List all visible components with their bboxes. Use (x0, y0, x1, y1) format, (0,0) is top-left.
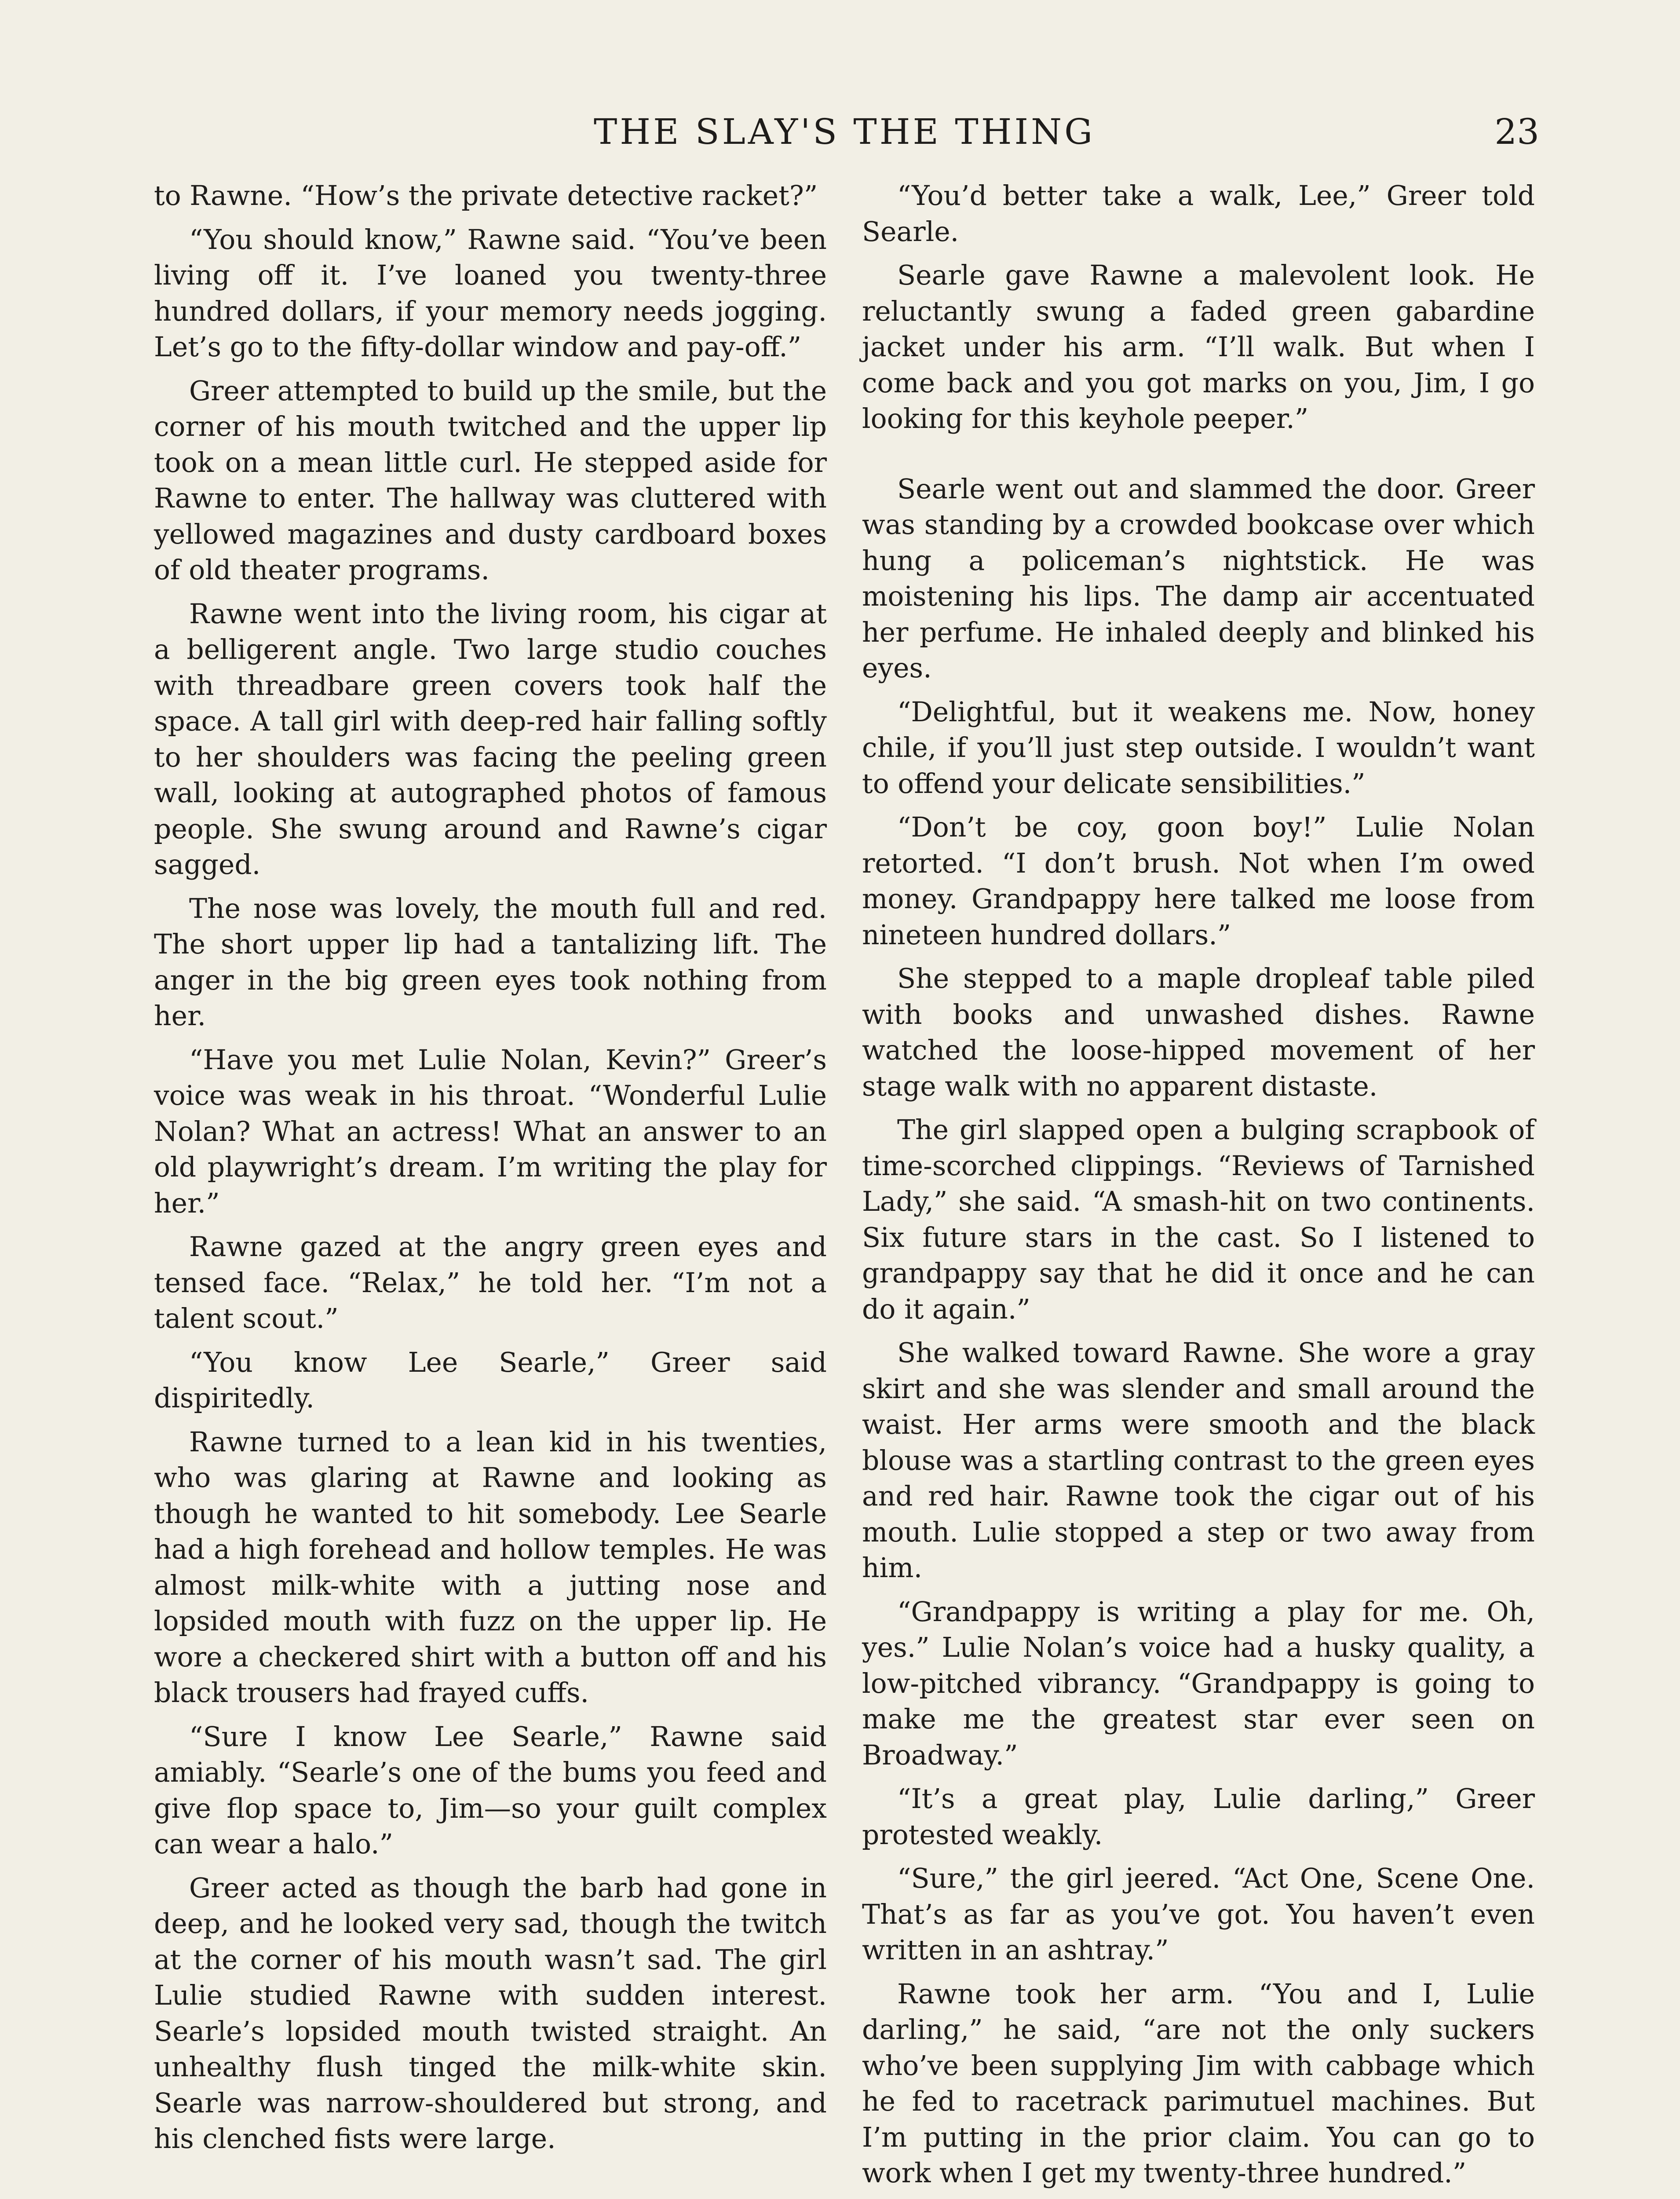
paragraph: Rawne went into the living room, his cigar at a belligerent angle. Two large studio couches with threadbare green covers took half the space. A tall girl with deep-red hair falling softly to her shoulders was facing the peeling green wall, looking at autographed photos of famous people. She swung around and Rawne’s cigar sagged. (154, 598, 827, 880)
paragraph: The girl slapped open a bulging scrapbook of time-scorched clippings. “Reviews of Tarnished Lady,” she said. “A smash-hit on two continents. Six future stars in the cast. So I listened to grandpappy say that he did it once and he can do it again.” (862, 1114, 1535, 1325)
paragraph: “You should know,” Rawne said. “You’ve been living off it. I’ve loaned you twenty-three hundred dollars, if your memory needs jogging. Let’s go to the fifty-dollar window and pay-off.” (154, 223, 827, 363)
paragraph: “It’s a great play, Lulie darling,” Greer protested weakly. (862, 1783, 1535, 1851)
running-header (150, 106, 1539, 158)
right-column (862, 178, 1535, 2199)
paragraph: The nose was lovely, the mouth full and red. The short upper lip had a tantalizing lift. The anger in the big green eyes took nothing from her. (154, 892, 827, 1032)
paragraph: “Sure I know Lee Searle,” Rawne said amiably. “Searle’s one of the bums you feed and give flop space to, Jim—so your guilt complex can wear a halo.” (154, 1720, 827, 1860)
paragraph: Rawne turned to a lean kid in his twenties, who was glaring at Rawne and looking as though he wanted to hit somebody. Lee Searle had a high forehead and hollow temples. He was almost milk-white with a jutting nose and lopsided mouth with fuzz on the upper lip. He wore a checkered shirt with a button off and his black trousers had frayed cuffs. (154, 1426, 827, 1709)
left-column (154, 178, 827, 2165)
paragraph: Searle gave Rawne a malevolent look. He reluctantly swung a faded green gabardine jacket under his arm. “I’ll walk. But when I come back and you got marks on you, Jim, I go looking for this keyhole peeper.” (862, 259, 1535, 435)
running-title: THE SLAY'S THE THING (593, 111, 1096, 152)
paragraph: Rawne gazed at the angry green eyes and tensed face. “Relax,” he told her. “I’m not a talent scout.” (154, 1231, 827, 1334)
paragraph: “Grandpappy is writing a play for me. Oh, yes.” Lulie Nolan’s voice had a husky quality, a low-pitched vibrancy. “Grandpappy is going to make me the greatest star ever seen on Broadway.” (862, 1596, 1535, 1771)
paragraph: “You know Lee Searle,” Greer said dispiritedly. (154, 1346, 827, 1414)
paragraph: Greer acted as though the barb had gone in deep, and he looked very sad, though the twitch at the corner of his mouth wasn’t sad. The girl Lulie studied Rawne with sudden interest. Searle’s lopsided mouth twisted straight. An unhealthy flush tinged the milk-white skin. Searle was narrow-shouldered but strong, and his clenched fists were large. (154, 1872, 827, 2155)
paragraph: Rawne took her arm. “You and I, Lulie darling,” he said, “are not the only suckers who’ve been supplying Jim with cabbage which he fed to racetrack parimutuel machines. But I’m putting in the prior claim. You can go to work when I get my twenty-three hundred.” (862, 1978, 1535, 2189)
paragraph: “Sure,” the girl jeered. “Act One, Scene One. That’s as far as you’ve got. You haven’t even written in an ashtray.” (862, 1863, 1535, 1966)
paragraph: Searle went out and slammed the door. Greer was standing by a crowded bookcase over which hung a policeman’s nightstick. He was moistening his lips. The damp air accentuated her perfume. He inhaled deeply and blinked his eyes. (862, 473, 1535, 684)
paragraph: to Rawne. “How’s the private detective racket?” (154, 180, 818, 212)
paragraph: She walked toward Rawne. She wore a gray skirt and she was slender and small around the waist. Her arms were smooth and the black blouse was a startling contrast to the green eyes and red hair. Rawne took the cigar out of his mouth. Lulie stopped a step or two away from him. (862, 1337, 1535, 1584)
paragraph: “Delightful, but it weakens me. Now, honey chile, if you’ll just step outside. I wouldn’t want to offend your delicate sensibilities.” (862, 696, 1535, 800)
paragraph: “Have you met Lulie Nolan, Kevin?” Greer’s voice was weak in his throat. “Wonderful Lulie Nolan? What an actress! What an answer to an old playwright’s dream. I’m writing the play for her.” (154, 1044, 827, 1219)
page-number: 23 (1494, 111, 1539, 152)
paragraph: She stepped to a maple dropleaf table piled with books and unwashed dishes. Rawne watched the loose-hipped movement of her stage walk with no apparent distaste. (862, 963, 1535, 1102)
paragraph: Greer attempted to build up the smile, but the corner of his mouth twitched and the upper lip took on a mean little curl. He stepped aside for Rawne to enter. The hallway was cluttered with yellowed magazines and dusty cardboard boxes of old theater programs. (154, 375, 827, 586)
paragraph: “You’d better take a walk, Lee,” Greer told Searle. (862, 180, 1535, 248)
paragraph: “Don’t be coy, goon boy!” Lulie Nolan retorted. “I don’t brush. Not when I’m owed money. Grandpappy here talked me loose from nineteen hundred dollars.” (862, 811, 1535, 951)
